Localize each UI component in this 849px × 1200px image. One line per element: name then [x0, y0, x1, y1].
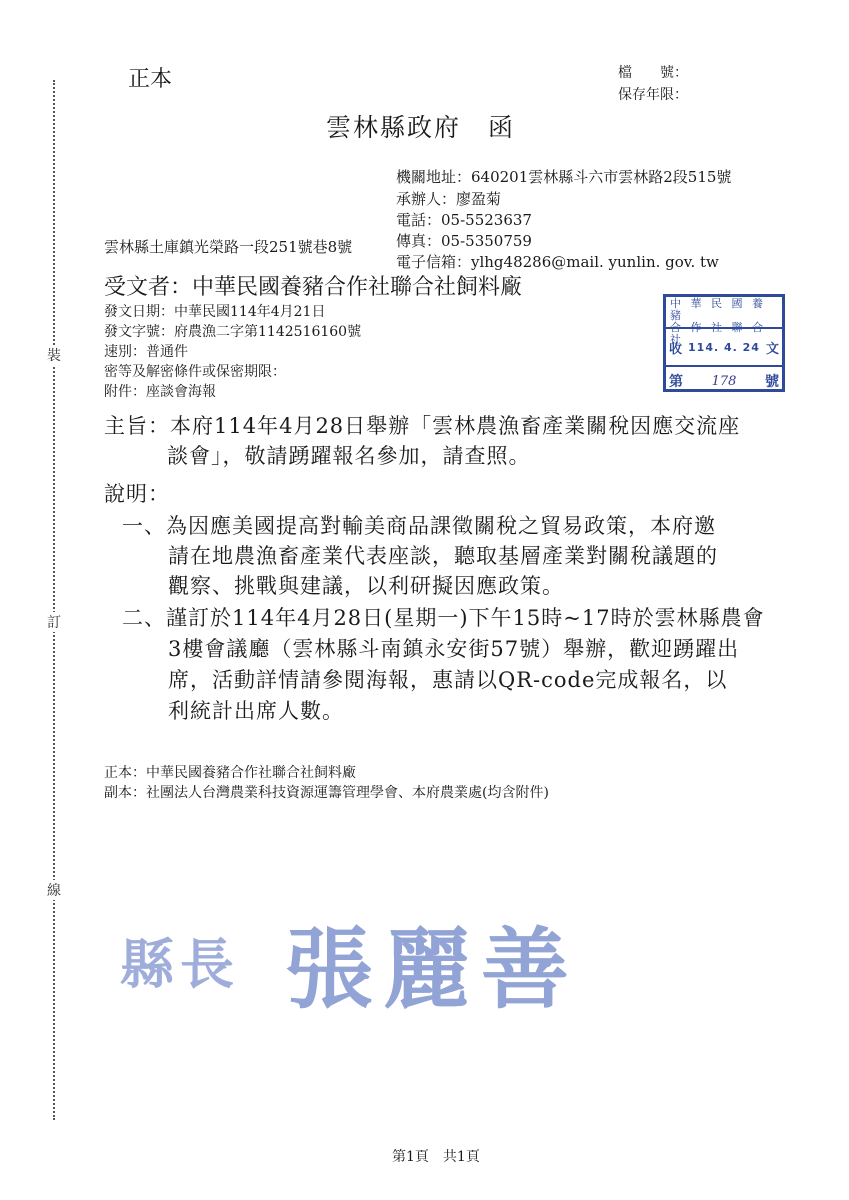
delivery-speed: 速別：普通件 — [104, 344, 188, 360]
explanation-item-1-line-3: 觀察、挑戰與建議，以利研擬因應政策。 — [168, 574, 564, 598]
stamp-org-line1: 中 華 民 國 養 豬 — [670, 297, 766, 322]
recipient-address: 雲林縣土庫鎮光榮路一段251號巷8號 — [104, 238, 353, 256]
explanation-item-2-line-1: 二、謹訂於114年4月28日(星期一)下午15時~17時於雲林縣農會 — [122, 606, 765, 630]
attachment: 附件：座談會海報 — [104, 384, 216, 400]
explanation-heading: 說明： — [104, 482, 170, 506]
distribution-copy: 副本：社團法人台灣農業科技資源運籌管理學會、本府農業處(均含附件) — [104, 785, 549, 801]
stamp-number-value: 178 — [711, 373, 737, 389]
retention-period-label: 保存年限： — [618, 87, 688, 103]
distribution-original: 正本：中華民國養豬合作社聯合社飼料廠 — [104, 765, 356, 781]
stamp-organization — [666, 297, 782, 346]
binding-mark-ding: 訂 — [46, 612, 62, 632]
fax: 傳真：05-5350759 — [396, 232, 532, 250]
document-title: 雲林縣政府 函 — [326, 113, 516, 142]
secrecy-level: 密等及解密條件或保密期限： — [104, 364, 286, 380]
magistrate-signature-seal — [120, 900, 620, 1021]
subject-line-1: 主旨：本府114年4月28日舉辦「雲林農漁畜產業關稅因應交流座 — [104, 414, 741, 438]
recipient: 受文者：中華民國養豬合作社聯合社飼料廠 — [104, 275, 523, 300]
stamp-received-label: 收 — [669, 341, 683, 357]
copy-type-label: 正本 — [128, 67, 173, 92]
issue-date: 發文日期：中華民國114年4月21日 — [104, 304, 326, 320]
explanation-item-1-line-2: 請在地農漁畜產業代表座談，聽取基層產業對關稅議題的 — [168, 544, 718, 568]
agency-address: 機關地址：640201雲林縣斗六市雲林路2段515號 — [396, 168, 732, 186]
stamp-hao-label: 號 — [764, 374, 779, 390]
explanation-item-2-line-4: 利統計出席人數。 — [168, 699, 344, 723]
stamp-org-line2: 合 作 社 聯 合 社 — [670, 321, 766, 346]
handler: 承辦人：廖盈菊 — [396, 190, 502, 208]
phone: 電話：05-5523637 — [396, 211, 532, 229]
subject-line-2: 談會」，敬請踴躍報名參加，請查照。 — [167, 444, 531, 468]
file-number-label: 檔 號： — [618, 65, 688, 81]
binding-mark-xian: 線 — [46, 880, 62, 900]
stamp-wen-label: 文 — [765, 341, 779, 357]
received-stamp — [663, 294, 785, 392]
binding-mark-zhuang: 裝 — [46, 345, 62, 365]
page-number: 第1頁 共1頁 — [392, 1149, 480, 1165]
email: 電子信箱：ylhg48286@mail. yunlin. gov. tw — [396, 253, 719, 271]
signature-title: 縣長 — [120, 932, 240, 996]
explanation-item-2-line-3: 席，活動詳情請參閱海報，惠請以QR-code完成報名，以 — [168, 668, 728, 692]
stamp-no-label: 第 — [669, 374, 683, 390]
stamp-number-row — [666, 367, 782, 395]
stamp-received-date: 114. 4. 24 — [688, 340, 760, 354]
explanation-item-1-line-1: 一、為因應美國提高對輸美商品課徵關稅之貿易政策，本府邀 — [122, 514, 716, 538]
signature-name: 張麗善 — [285, 917, 580, 1021]
binding-line — [53, 80, 55, 1120]
explanation-item-2-line-2: 3樓會議廳（雲林縣斗南鎮永安街57號）舉辦，歡迎踴躍出 — [168, 637, 740, 661]
document-number: 發文字號：府農漁二字第1142516160號 — [104, 324, 362, 340]
